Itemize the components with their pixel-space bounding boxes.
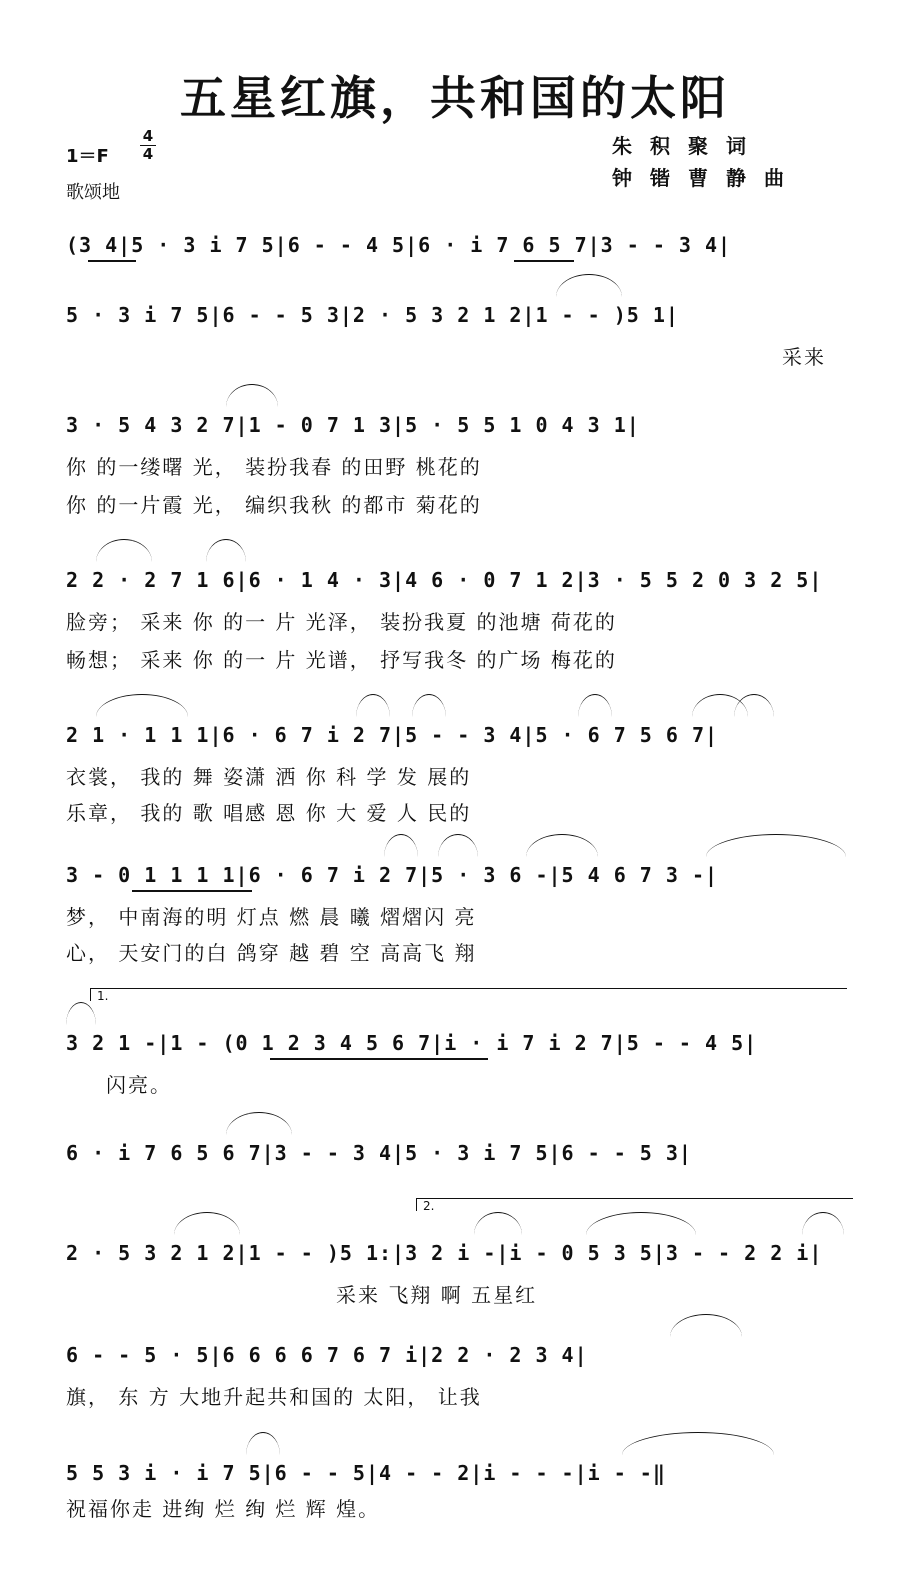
- score-line-7: [66, 989, 844, 1118]
- notes: 3 · 5 4 3 2 7|1 - 0 7 1 3|5 · 5 5 1 0 4 3 1|: [66, 413, 640, 437]
- lyric-verse-1: 脸旁； 采来 你 的一 片 光泽， 装扮我夏 的池塘 荷花的: [66, 610, 617, 634]
- composer-credit: 钟锴曹静曲: [612, 166, 802, 190]
- song-title: 五星红旗，共和国的太阳: [180, 71, 730, 125]
- notes: 2 1 · 1 1 1|6 · 6 7 i 2 7|5 - - 3 4|5 · 6 7 5 6 7|: [66, 723, 719, 747]
- lyricist-credit: 朱积聚词: [612, 134, 764, 158]
- score-line-5: [66, 720, 844, 825]
- time-signature: [140, 128, 156, 163]
- slur: [706, 834, 846, 857]
- lyric-verse-1: 采来: [782, 345, 826, 369]
- slur: [96, 694, 188, 717]
- slur: [246, 1432, 280, 1455]
- score-line-8: [66, 1138, 844, 1228]
- notes: 2 · 5 3 2 1 2|1 - - )5 1:|3 2 i -|i - 0 5 3 5|3 - - 2 2 i|: [66, 1241, 823, 1265]
- lyric-verse-2: 畅想； 采来 你 的一 片 光谱， 抒写我冬 的广场 梅花的: [66, 648, 617, 672]
- time-bottom: 4: [140, 145, 156, 163]
- score-line-4: [66, 565, 844, 672]
- beam: [132, 890, 252, 892]
- slur: [412, 694, 446, 717]
- notes: 2 2 · 2 7 1 6|6 · 1 4 · 3|4 6 · 0 7 1 2|3 · 5 5 2 0 3 2 5|: [66, 568, 823, 592]
- score-line-11: [66, 1458, 844, 1548]
- score-line-3: [66, 410, 844, 517]
- slur: [96, 539, 152, 562]
- notes: 5 5 3 i · i 7 5|6 - - 5|4 - - 2|i - - -|i - -‖: [66, 1461, 666, 1485]
- volta-bracket-1: 1.: [90, 988, 847, 1001]
- lyric-verse-1: 采来 飞翔 啊 五星红: [336, 1283, 538, 1307]
- slur: [734, 694, 774, 717]
- key-signature: 1＝F: [66, 146, 109, 167]
- slur: [384, 834, 418, 857]
- slur: [66, 1002, 96, 1025]
- slur: [206, 539, 246, 562]
- slur: [356, 694, 390, 717]
- score-line-9: [66, 1199, 844, 1328]
- lyric-verse-1: 祝福你走 进绚 烂 绚 烂 辉 煌。: [66, 1497, 381, 1521]
- score-line-6: [66, 860, 844, 965]
- slur: [438, 834, 478, 857]
- notes: 5 · 3 i 7 5|6 - - 5 3|2 · 5 3 2 1 2|1 - - )5 1|: [66, 303, 679, 327]
- beam: [270, 1058, 488, 1060]
- lyric-verse-1: 旗， 东 方 大地升起共和国的 太阳， 让我: [66, 1385, 482, 1409]
- lyric-verse-2: 心， 天安门的白 鸽穿 越 碧 空 高高飞 翔: [66, 941, 477, 965]
- beam: [514, 260, 574, 262]
- lyric-verse-1: 衣裳， 我的 舞 姿潇 洒 你 科 学 发 展的: [66, 765, 472, 789]
- slur: [622, 1432, 774, 1455]
- notes: 3 - 0 1 1 1 1|6 · 6 7 i 2 7|5 · 3 6 -|5 4 6 7 3 -|: [66, 863, 719, 887]
- notes: 3 2 1 -|1 - (0 1 2 3 4 5 6 7|i · i 7 i 2 7|5 - - 4 5|: [66, 1031, 758, 1055]
- score-line-2: [66, 300, 844, 390]
- lyric-verse-1: 梦， 中南海的明 灯点 燃 晨 曦 熠熠闪 亮: [66, 905, 477, 929]
- slur: [526, 834, 598, 857]
- tempo-marking: 歌颂地: [66, 182, 120, 203]
- lyric-verse-1: 你 的一缕曙 光， 装扮我春 的田野 桃花的: [66, 455, 482, 479]
- lyric-verse-2: 你 的一片霞 光， 编织我秋 的都市 菊花的: [66, 493, 482, 517]
- lyric-verse-2: 乐章， 我的 歌 唱感 恩 你 大 爱 人 民的: [66, 801, 472, 825]
- volta-bracket-2: 2.: [416, 1198, 853, 1211]
- slur: [578, 694, 612, 717]
- notes: (3 4|5 · 3 i 7 5|6 - - 4 5|6 · i 7 6 5 7|3 - - 3 4|: [66, 233, 732, 257]
- notes: 6 · i 7 6 5 6 7|3 - - 3 4|5 · 3 i 7 5|6 - - 5 3|: [66, 1141, 692, 1165]
- time-top: 4: [142, 127, 154, 145]
- score-line-10: [66, 1340, 844, 1430]
- lyric-verse-1: 闪亮。: [106, 1073, 172, 1097]
- beam: [88, 260, 136, 262]
- notes: 6 - - 5 · 5|6 6 6 6 7 6 7 i|2 2 · 2 3 4|: [66, 1343, 588, 1367]
